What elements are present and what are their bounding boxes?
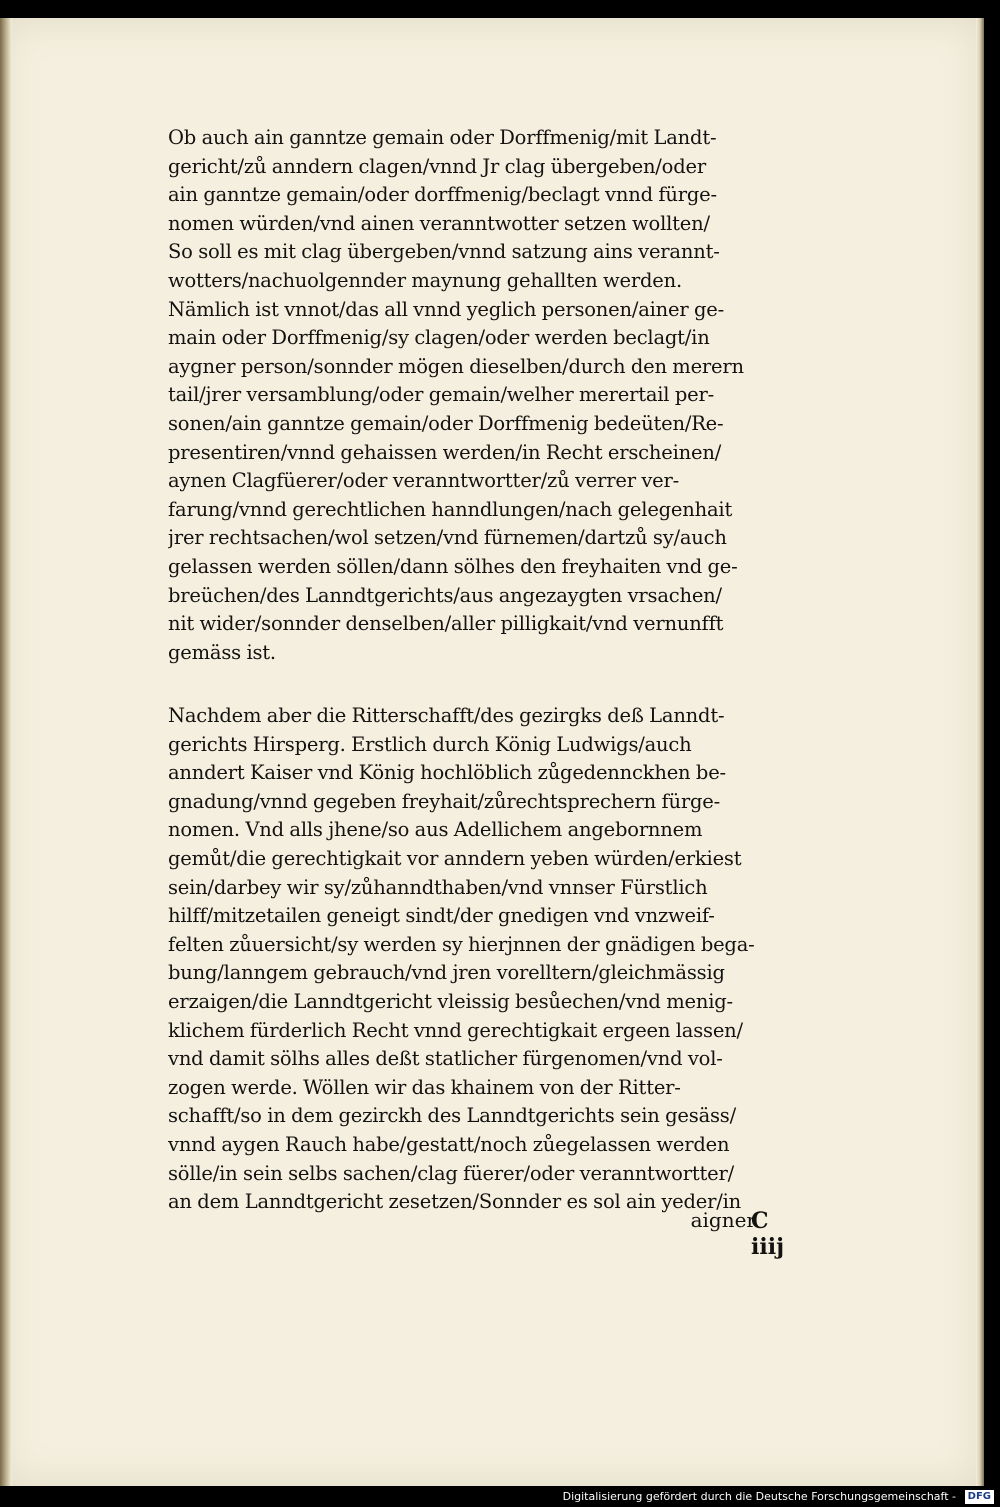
text-line: jrer rechtsachen/wol setzen/vnd fürnemen/dartzů sy/auch	[168, 526, 727, 550]
text-line: nit wider/sonnder denselben/aller pilligkait/vnd vernunfft	[168, 612, 724, 636]
text-line: Ob auch ain ganntze gemain oder Dorffmenig/mit Landt-	[168, 126, 717, 149]
text-line: aynen Clagfüerer/oder veranntwortter/zů verrer ver-	[168, 469, 679, 493]
text-line: gerichts Hirsperg. Erstlich durch König Ludwigs/auch	[168, 732, 692, 756]
text-line: vnnd aygen Rauch habe/gestatt/noch zůegelassen werden	[168, 1132, 730, 1156]
text-line: gemäss ist.	[168, 640, 276, 664]
text-line: presentiren/vnnd gehaissen werden/in Recht erscheinen/	[168, 440, 722, 464]
dfg-logo: DFG	[965, 1490, 994, 1504]
text-line: ain ganntze gemain/oder dorffmenig/beclagt vnnd fürge-	[168, 183, 717, 207]
text-line: Nämlich ist vnnot/das all vnnd yeglich personen/ainer ge-	[168, 297, 725, 321]
text-line: So soll es mit clag übergeben/vnnd satzung ains verannt-	[168, 240, 720, 264]
text-line: sonen/ain ganntze gemain/oder Dorffmenig bedeüten/Re-	[168, 411, 724, 435]
text-line: gnadung/vnnd gegeben freyhait/zůrechtsprechern fürge-	[168, 789, 720, 813]
text-line: gelassen werden söllen/dann sölhes den freyhaiten vnd ge-	[168, 554, 738, 578]
text-line: sölle/in sein selbs sachen/clag füerer/oder veranntwortter/	[168, 1161, 734, 1185]
text-line: farung/vnnd gerechtlichen hanndlungen/nach gelegenhait	[168, 497, 733, 521]
text-line: schafft/so in dem gezirckh des Lanndtgerichts sein gesäss/	[168, 1104, 736, 1128]
text-line: sein/darbey wir sy/zůhanndthaben/vnd vnnser Fürstlich	[168, 875, 708, 899]
page-right-edge	[976, 18, 984, 1486]
signature-mark: C iiij	[751, 1208, 785, 1260]
text-line: vnd damit sölhs alles deßt statlicher fürgenomen/vnd vol-	[168, 1047, 723, 1071]
text-line: felten zůuersicht/sy werden sy hierjnnen der gnädigen bega-	[168, 932, 755, 956]
footer-credit: Digitalisierung gefördert durch die Deutsche Forschungsgemeinschaft -	[562, 1490, 956, 1503]
text-line: an dem Lanndtgericht zesetzen/Sonnder es sol ain yeder/in	[168, 1190, 742, 1214]
text-line: Nachdem aber die Ritterschafft/des gezirgks deß Lanndt-	[168, 704, 725, 727]
text-line: nomen. Vnd alls jhene/so aus Adellichem angebornnem	[168, 818, 703, 842]
text-paragraph-1	[168, 124, 768, 667]
text-line: nomen würden/vnd ainen veranntwotter setzen wollten/	[168, 211, 710, 235]
text-line: wotters/nachuolgennder maynung gehallten werden.	[168, 268, 682, 292]
text-line: aygner person/sonnder mögen dieselben/durch den merern	[168, 354, 744, 378]
text-line: klichem fürderlich Recht vnnd gerechtigkait ergeen lassen/	[168, 1018, 743, 1042]
text-line: gemůt/die gerechtigkait vor anndern yeben würden/erkiest	[168, 846, 742, 870]
text-line: erzaigen/die Lanndtgericht vleissig besůechen/vnd menig-	[168, 989, 733, 1013]
text-line: main oder Dorffmenig/sy clagen/oder werden beclagt/in	[168, 326, 710, 350]
text-line: anndert Kaiser vnd König hochlöblich zůgedennckhen be-	[168, 761, 726, 785]
text-line: breüchen/des Lanndtgerichts/aus angezaygten vrsachen/	[168, 583, 722, 607]
text-line: zogen werde. Wöllen wir das khainem von der Ritter-	[168, 1075, 681, 1099]
text-line: hilff/mitzetailen geneigt sindt/der gnedigen vnd vnzweif-	[168, 904, 715, 928]
text-line: bung/lanngem gebrauch/vnd jren vorelltern/gleichmässig	[168, 961, 725, 985]
page-foot-line	[168, 1208, 785, 1260]
text-line: gericht/zů anndern clagen/vnnd Jr clag übergeben/oder	[168, 154, 706, 178]
page-gutter-shadow	[0, 18, 12, 1486]
text-line: tail/jrer versamblung/oder gemain/welher merertail per-	[168, 383, 714, 407]
text-paragraph-2	[168, 702, 768, 1217]
catchword: aigner	[690, 1208, 756, 1232]
digitization-footer	[0, 1487, 1000, 1507]
